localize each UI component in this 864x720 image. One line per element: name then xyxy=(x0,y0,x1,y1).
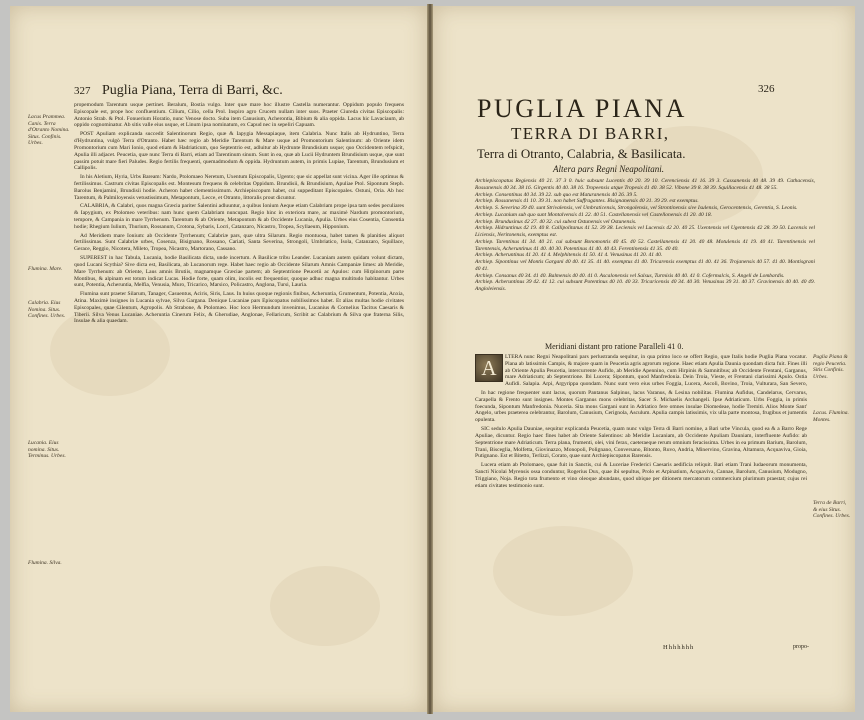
right-text-intro xyxy=(505,354,807,388)
left-text-column xyxy=(74,102,404,634)
coordinate-entry: Archiep. Consentinus 40 34. 39 22. sub quo est Maturanensis 40 26. 39 5. xyxy=(475,191,638,198)
margin-note: Calabria. Eius Nomina. Situs. Confines. Urbes. xyxy=(28,300,66,320)
coordinate-entry: Archiep. Tarentinus 41 34. 40 21. cui subsunt Bonomontis 40 45. 40 52. Castellanensis 41 20. 40 48. Motulensis 41 19. 40 41. Tarentinensis vel Tarentensis, Acheruntinus 41 40. 40 30. Potentinus 41 40. 40 43. Ferentinensis 41 35. 40 40. xyxy=(475,238,815,252)
paragraph: Flumina sunt praeter Silarum, Tanager, Casuentus, Aciris, Siris, Laus. In huius quoque regionis finibus, Acheruntia, Grumentum, Potentia, Anxia, Atina. Maximè insignes in Lucania sylvae, Silva Gargana. Denique Lucaniae pars Episcopatus nobilissimos habet. Et alias multas hodie civitates Episcopales, quae Cilentum, Agropolis. Ab Strabone, & Ptolomæo. Hoc loco Hermundum invenimus, Lucanius & Cornelius Tacitus Caesaris & Tiberii. Silva Venus Lucaniae. Acheruntia Cinerum Felix, & Gherudiae, Anglonae, Fellaricum, Scribit ac Calabrium & Silva que fraterna Silis, Insulae & alia quaedam. xyxy=(74,291,404,325)
paragraph: In his Aletium, Hyria, Urbs Baream: Nardo, Ptolomaeo Neretum, Uxentum Episcopalis, Ugento; que sic appellat sunt vicina. Ager ille optimus & fertilissimus. Castrum civitas Episcopalis est. Montesum frequens & celebritas Oppidum. Brundisii, & Brundisium, Apuliae Ptol. Sipontum Steph. Barolus Benjamini, Brundisii hodie. Acheron habet clementissimum. Archiepiscopum habet, cui suppeditant Episcopales. Ostuni, Oria. Ab hoc Tarentum, & Palmiloyensis vetustissimum, Metapontum, Lecce, et Otranto, littoralis prout dicuntur. xyxy=(74,174,404,201)
paragraph: CALABRIA, & Calabri, quos magna Græcia pariter Salentini adluuntur, a quibus Ionium Aeque etiam Calabriam prope ipsa tam sedes peculiares & Iapygium, ex Ptolomeo veteribus: nam hunc quem Calabriam nuncupat. Regio hinc in exteriora mare, ac maximè Nardum promontorium, tempore, & Campania in mare Tyrrhenum. Tarentum & ab Oriente, Metapontum & ab Occidente Lucania, Apulia. Urbes eius Cosentia, Consentia hodie; Rhegium Iulium, Thurium, Rossanum, Crotona, Sybaris, Locri, Catanzaro, Nicastro, Tropea, Scyllaeum, Hipponium. xyxy=(74,203,404,230)
coordinate-entry: Archiep. Sipontinus vel Montis Gargani 40 40. 41 35. 41 40. exemptus 41 40. Tricarensis exemptus 41 40. 41 36. Trojanensis 40 57. 41 40. Montisgrani 40 41. xyxy=(475,259,815,272)
margin-note: Puglia Piana & regio Peucetia. Sitis Confinis. Urbes. xyxy=(813,354,848,380)
main-subtitle: TERRA DI BARRI, xyxy=(511,124,670,143)
paragraph: In hac regione frequenter sunt lacus, quorum Pantanus Salpinus, lacus Varanus, & Lesina nobilitas. Flumina Aufidus, Candelarus, Cervarus, Carapella & Frento sunt insignes. Montes Garganus mons celebritas, Sacer S. Michaelis Archangeli. Ipse Adriaticum. Urbs Foggia, in primis foecunda, Sipontum Manfredonia. Nuceria. Sita mons Gargani sunt in Adriatico fere omnes insulae Diomedeae, hodie Tremiti. Alios Monte Sant' Angelo, urbes praeterea celebrantur, Barolum, Canusium, Cerignola, Asculum. Apulia campis latissimis, vix ulla parte montosa, frugibus et jumentis opulenta. xyxy=(475,390,807,424)
regions-subtitle: Terra di Otranto, Calabria, & Basilicata. xyxy=(477,146,686,161)
margin-note: Flumina. Mare. xyxy=(28,266,63,272)
paragraph: POST Apuliam explicanda succedit Salentinorum Regio, quæ & Iapygia Messapiaque, item Calabria. Nunc Italis ab Hydruntino, Terra d'Hydruntina, vulgò Terra d'Otranto. Habet hæc regio ab Meridie Tarentum & Mare usque ad Promontorium Salentinum: ab Oriente idem Promontorium cum Mari Ionio, quod etiam & Hadriaticum, quo Septentrio est, adluitur ab Hydrunte Brundisium usque; quo Occidentem refspicit, Apulia illi adjacet. Peucetia, quæ nunc Terra di Barri, etiam ad Tarentinum sinum. Sunt in ea, quæ ab Lucii Hydruntem Brundisium usque, que sunt passim potuit mare fieri Paludes. Regio fertilis frequenti, quemadmodum & oppida. Hydruntum autem, in primis Lupiae, Tarentum, Brundusium et Callipolis. xyxy=(74,131,404,172)
coordinate-entry: Archiep. Rossanensis 41 10. 39 31. non habet Suffragantes. Bisignanensis 40 31. 39 29. est exemptus. xyxy=(475,198,699,205)
left-page xyxy=(10,6,427,712)
coordinate-entry: Archiep. Hidruntinus 42 19. 40 8. Callipolitanus 41 52. 39 38. Leciensis vel Lucensis 42 20. 40 25. Uxentensis vel Ugentensis 42 28. 39 50. Lacensis vel Liciensis, Neritonensis, exemptus est. xyxy=(475,225,815,238)
decorated-initial: A xyxy=(475,354,503,382)
coordinate-entry: Archiep. Consanus 40 34. 41 40. Balmensis 40 40. 41 0. Ascalonensis vel Salsus, Turmisis 40 40. 41 0. Cofermalcis, S. Angeli de Lombardis. xyxy=(475,272,785,279)
kingdom-subtitle: Altera pars Regni Neapolitani. xyxy=(553,164,664,174)
right-page-number: 326 xyxy=(758,83,775,95)
paragraph: SIC sedulo Apulia Dauniae, sequitur explicanda Peucetia, quam nunc vulgo Terra di Barri nomine, a Bari urbe Vincula, quod ea & a Barro Rege Apuliae, dicuntur. Regio haec fines habet ab Oriente Salentinos: ab Meridie Lucaniam, ab Occidente Apuliam Dauniam, interfluente Aufido: ab Septentrione mare Adriaticum. Terra plana, frumenti, olei, vini ferax, caeteraeque rerum omnium feracissima. Urbes in ea primum Barium, Barolum, Trani, Bisceglia, Molfetta, Giovinazzo, Monopoli, Polignano, Conversano, Bitonto, Ruvo, Andria, Minervino, Gravina, Altamura, Acquaviva, Gioia, Putignano. Est et Bitetto, Terlizzi, Corato, quae sunt Archiepiscopatus Barensis. xyxy=(475,426,807,460)
coordinate-entry: Archiep. Acheruntinus 41 20. 41 4. Melphitensis 41 50. 41 4. Venusinus 41 20. 41 40. xyxy=(475,252,663,259)
coordinate-entry: Archiep. Brundusinus 42 27. 40 32. cui subest Ostunensis vel Ostunensis. xyxy=(475,218,637,225)
left-margin-notes xyxy=(28,114,70,571)
right-text-column xyxy=(475,390,807,640)
signature-mark: Hhhhhhh xyxy=(663,644,695,651)
paragraph: propemodum Tarentum usque pertinet. Beralum, Bostia vulgo. Inter quæ mare hoc illustre Castella numerantur. Oppidum populo frequens Episcopale est, prope hoc confluentium. Cilium, Cilio, cella Prol. Inspiro agro Crucem nullam inter suos. Praeter Ciureda civitas Episcopalis: Antonio Strab. & Ptol. Fonuerium Horatio, nunc Venose docto. Suba item Canusium, Acherontia, Bibium & alia oppida. Lacus hic Lavaciaum, ab oppido cognominatur. Ab sitis valle eius usque, et Linum ipsa nominatum, ex Capud nec in sepeliri Capuam. xyxy=(74,102,404,129)
right-margin-notes xyxy=(813,354,851,524)
margin-note: Lacus Prammea. Canis. Terra d'Otranto Nomina. Situs. Confinis. Urbes. xyxy=(28,114,70,147)
coordinates-block xyxy=(475,178,815,338)
left-running-title: Puglia Piana, Terra di Barri, &c. xyxy=(102,83,283,98)
left-page-number: 327 xyxy=(74,85,91,97)
coordinate-entry: Archiep. S. Severina 39 40. sunt Strivalensis, vel Umbraticensis, Strongolensis, vel Strontinensis sive Isulensis, Gerocentensis, Gerentia, S. Leonis. xyxy=(475,205,798,211)
margin-note: Flumina. Silva. xyxy=(28,560,62,566)
main-title: PUGLIA PIANA xyxy=(477,94,687,123)
coordinate-entry: Archiep. Lucanium sub quo sunt Montalvensis 41 22. 40 51. Castellanensis vel Castellonensis 41 20. 40 18. xyxy=(475,211,713,218)
catchword: propo- xyxy=(793,644,809,650)
right-page xyxy=(433,6,855,712)
paragraph: Lucera etiam ab Ptolomaeo, quae fuit in Sanctis, cui & Luceriae Frederici Caesaris aedificia reliquit. Bari etiam Trani Iudaeorum monumenta, Sancti Nicolai Myrensis ossa conduntur, Rogerius Dux, quae ibi sepultus, Prolo et Arpinatium, Acquaviva, Cannae, Barolum, Canusium, Modugno, Triggiano, Noja. Regio tota frumento et vino oleoque abundans, quod ubique per ditionem mercatorum commercium plurimum praestat; cujus rei etiam civitates testimonio sunt. xyxy=(475,462,807,489)
coordinate-entry: Archiep. Acheruntinus 39 42. 41 12. cui subsunt Potentinus 40 10. 40 33. Tricaricensis 40 34. 40 30. Venusinus 39 31. 40 37. Gravinensis 40 40. 40 49. Angloleiensis. xyxy=(475,279,815,292)
coordinate-entry: Archiepiscopatus Regiensis 40 21. 37 3 0. huic subsunt Lucentis 40 20. 39 10. Cerenciensis 41 16. 39 3. Cassanensis 40 48. 39 49. Cathacensis, Rossanensis 40 34. 38 16. Girgentis 40 40. 38 16. Tropeensis atque Tropesis 41 40. 38 52. Vibone 39 8. 38 39. Squillacensis 41 48. 38 55. xyxy=(475,178,815,191)
meridiani-note: Meridiani distant pro ratione Paralleli 41 0. xyxy=(545,342,684,351)
margin-note: Lacus. Flumina. Montes. xyxy=(813,410,849,423)
paragraph: LTERA nunc Regni Neapolitani pars perlustranda sequitur, in qua primo loco se offert Regio, quæ Italis hodie Puglia Piana vocatur. Plana ab latissimis Campis, & majore quam in Peucetia agris agrorum regione. Haec etiam Apulia Daunia quondam dicta fuit. Fines illi ab Oriente Apulia Peucetia, intercurrente Aufido, ab Meridie Apennino, cum Hirpinis & Samnitibus; ab Occidente Frentani, Garganus, mare Adriaticum; ab Septentrione. Ibi Lucera; Sipontum, quod Manfredonia. Dein Troia, Vieste, et Frentani clarissimi Apulo. Ostia Aufidi. Salapia. Arpi, Argyrippa quondam. Nunc sunt vero eius urbes Foggia, Lucera, Ascoli, Bovino, Troia, Vulturara, San Severo, xyxy=(505,354,807,388)
paragraph: Ad Meridiem mare Ionium: ab Occidente Tyrrhenum; Calabriæ pars, quæ ultra Silarum. Regio montuosa, habet tamen & planities aliquot fertilissimas. Sunt Calabriæ urbes, Cosenza, Bisignano, Rossano, Cariati, Santa Severina, Strongoli, Umbriatico, Isola, Catanzaro, Squillace, Gerace, Reggio, Nicotera, Mileto, Tropea, Nicastro, Martorano, Cassano. xyxy=(74,232,404,253)
paragraph: SUPEREST in hac Tabula, Lucania, hodie Basilicata dicta, unde incertum. A Basilicæ tribu Leander. Lucaniam autem quidam volunt dictam, quod Lucani Scythia? Sive dicta est, Basilicata, ab Lucanorum rege. Habet haec regio ab Occidente Silarum Amnis Campaniæ limes: ab Meridie, Mare Tyrrhenum: ab Oriente, Laus amnis Brutiis, magnamque Græciae partem; ab Septentrione Peucetii ac Apulos: cum Hirpinorum parte Montibus, & alpinam est totum indicat Lucas. Hodie forte, quam olim, incolis est frequentior, quoque adhuc magna multitudo habitantur. Urbes sunt, Potentia, Acheruntia, Melfia, Venusia, Muro, Tricarico, Marsico, Policastro, Anglona, Tursi, Lauria. xyxy=(74,255,404,289)
margin-note: Lucania. Eius nomina. Situs. Terminus. Urbes. xyxy=(28,440,66,460)
margin-note: Terra de Barri, & eius Situs. Confines. Urbes. xyxy=(813,500,851,520)
